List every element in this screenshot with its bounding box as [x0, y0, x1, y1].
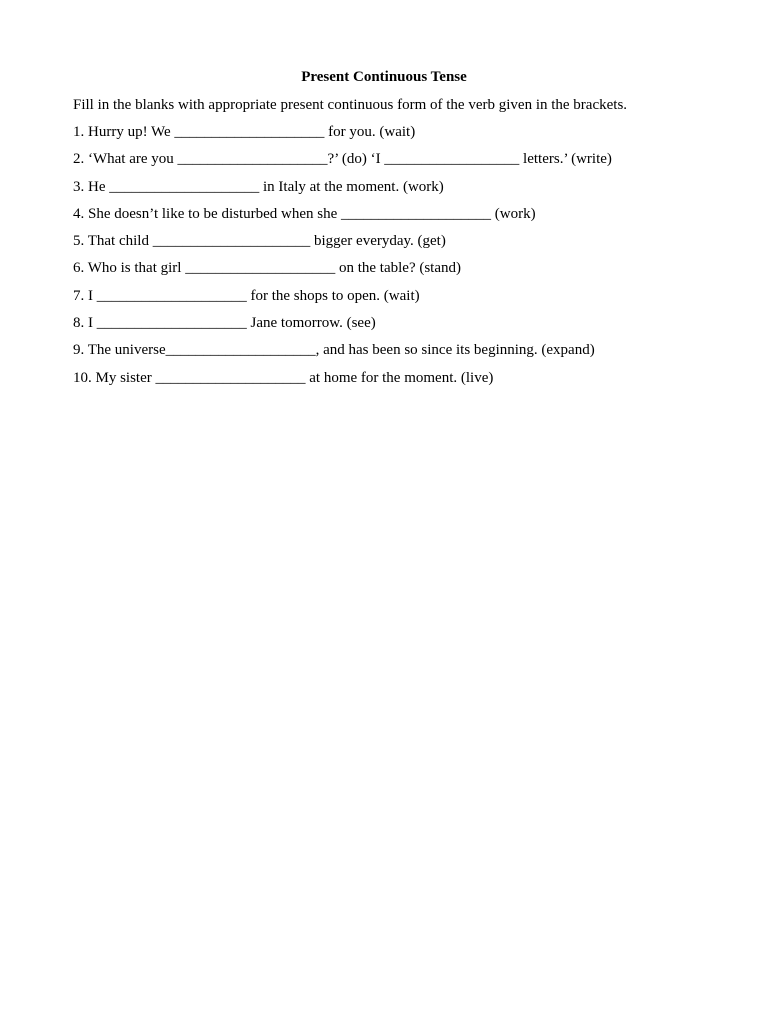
question-2: 2. ‘What are you ____________________?’ (do) ‘I __________________ letters.’ (write) — [73, 151, 612, 168]
question-7: 7. I ____________________ for the shops to open. (wait) — [73, 287, 420, 304]
worksheet-instruction: Fill in the blanks with appropriate present continuous form of the verb given in the brackets. — [73, 97, 628, 113]
question-5: 5. That child _____________________ bigger everyday. (get) — [73, 233, 446, 250]
question-3: 3. He ____________________ in Italy at the moment. (work) — [73, 178, 444, 195]
question-6: 6. Who is that girl ____________________ on the table? (stand) — [73, 260, 462, 277]
question-9: 9. The universe____________________, and has been so since its beginning. (expand) — [73, 342, 595, 359]
question-1: 1. Hurry up! We ____________________ for you. (wait) — [73, 124, 416, 140]
question-8: 8. I ____________________ Jane tomorrow. (see) — [73, 315, 376, 332]
question-4: 4. She doesn’t like to be disturbed when she ____________________ (work) — [73, 205, 536, 222]
question-list — [73, 122, 612, 395]
worksheet-title: Present Continuous Tense — [301, 69, 467, 85]
question-10: 10. My sister ____________________ at home for the moment. (live) — [73, 369, 494, 386]
